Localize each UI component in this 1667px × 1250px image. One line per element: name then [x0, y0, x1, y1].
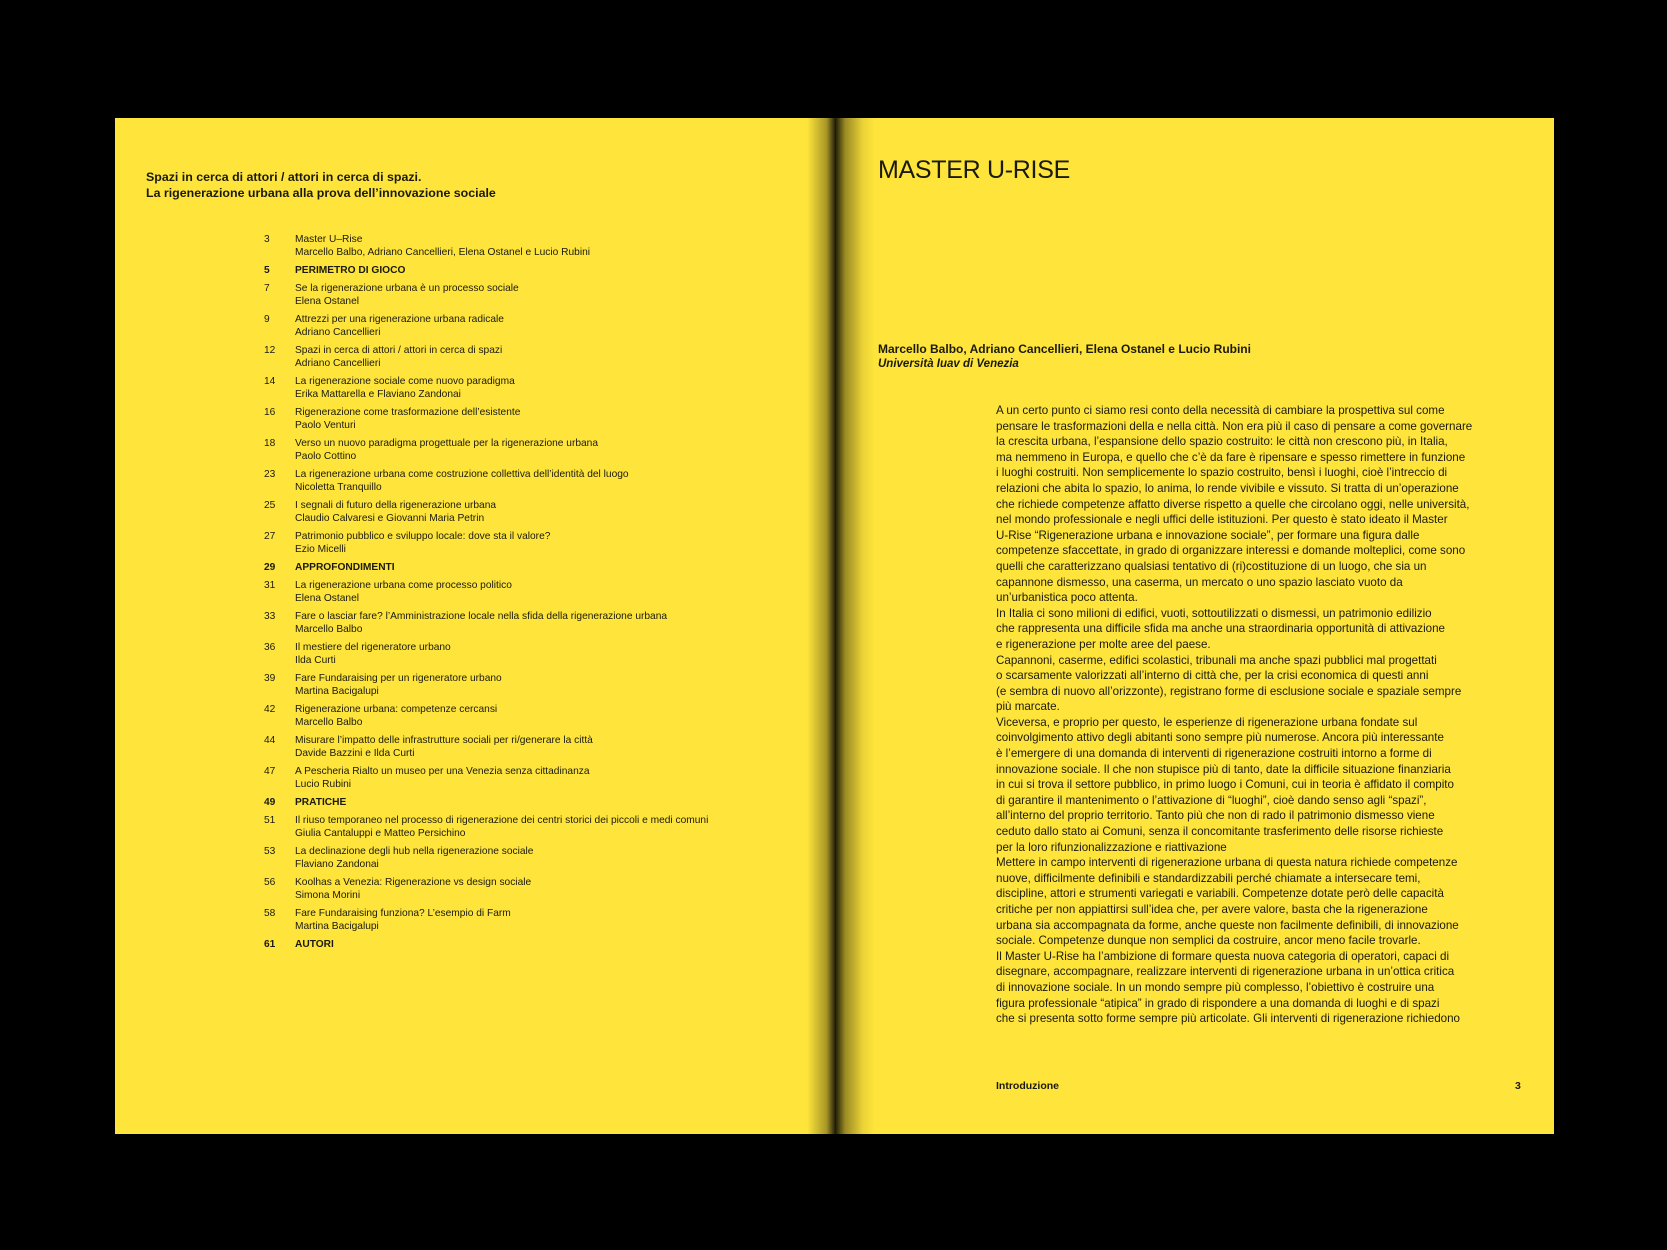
toc-page-number: 3	[264, 234, 270, 245]
toc-page-number: 5	[264, 265, 270, 276]
body-line: che si presenta sotto forme sempre più articolate. Gli interventi di rigenerazione richiedono	[996, 1012, 1460, 1026]
toc-section-heading	[264, 561, 824, 574]
toc-entry	[264, 876, 824, 902]
body-line: A un certo punto ci siamo resi conto della necessità di cambiare la prospettiva sul come	[996, 404, 1445, 417]
body-line: la crescita urbana, l’espansione dello spazio costruito: le città non crescono più, in Italia,	[996, 435, 1448, 449]
body-line: innovazione sociale. Il che non stupisce più di tanto, date la difficile situazione finanziaria	[996, 762, 1451, 776]
toc-entry	[264, 734, 824, 760]
toc-entry	[264, 814, 824, 840]
body-line: figura professionale “atipica” in grado di rispondere a una domanda di luoghi e di spazi	[996, 996, 1440, 1010]
toc-text	[295, 672, 502, 698]
toc-page-number: 33	[264, 611, 276, 622]
toc-text	[295, 437, 598, 463]
body-line: relazioni che abita lo spazio, lo anima, lo rende vivibile e vissuto. Si tratta di un’operazione	[996, 481, 1459, 495]
toc-text	[295, 233, 590, 259]
toc-author: Martina Bacigalupi	[295, 686, 379, 697]
chapter-title: MASTER U-RISE	[878, 156, 1070, 184]
toc-title: Se la rigenerazione urbana è un processo sociale	[295, 283, 519, 294]
toc-page-number: 16	[264, 407, 276, 418]
toc-entry	[264, 530, 824, 556]
body-line: pensare le trasformazioni della e nella città. Non era più il caso di pensare a come governare	[996, 419, 1473, 433]
toc-title: Rigenerazione come trasformazione dell’esistente	[295, 407, 521, 418]
toc-title: La rigenerazione sociale come nuovo paradigma	[295, 376, 515, 387]
toc-text	[295, 938, 334, 951]
toc-title: Verso un nuovo paradigma progettuale per la rigenerazione urbana	[295, 438, 599, 449]
body-line: di garantire il mantenimento o l’attivazione di “luoghi”, cioè dando senso agli “spazi”,	[996, 793, 1427, 807]
toc-author: Giulia Cantaluppi e Matteo Persichino	[295, 828, 466, 839]
body-line: di innovazione sociale. In un mondo sempre più complesso, l’obiettivo è costruire una	[996, 980, 1435, 994]
toc-text	[295, 561, 395, 574]
body-line: capannone dismesso, una caserma, un mercato o uno spazio lasciato vuoto da	[996, 575, 1403, 589]
gutter-shadow	[807, 118, 835, 1134]
body-line: U-Rise “Rigenerazione urbana e innovazione sociale”, per formare una figura dalle	[996, 528, 1420, 542]
table-of-contents	[264, 233, 824, 956]
toc-text	[295, 703, 497, 729]
toc-page-number: 14	[264, 376, 276, 387]
body-line: discipline, attori e strumenti variegati e variabili. Competenze dotate però delle capacità	[996, 887, 1444, 901]
body-line: critiche per non appiattirsi sull’idea che, per avere valore, basta che la rigenerazione	[996, 903, 1428, 916]
toc-text	[295, 907, 511, 933]
toc-page-number: 29	[264, 562, 276, 573]
toc-section-heading	[264, 264, 824, 277]
body-line: i luoghi costruiti. Non semplicemente lo spazio costruito, bensì i luoghi, cioè l’intreccio di	[996, 466, 1448, 480]
toc-page-number: 9	[264, 314, 270, 325]
toc-title: Fare Fundaraising funziona? L’esempio di Farm	[295, 908, 511, 919]
toc-text	[295, 796, 346, 809]
toc-text	[295, 641, 451, 667]
toc-author: Elena Ostanel	[295, 593, 359, 604]
toc-author: Adriano Cancellieri	[295, 358, 381, 369]
toc-entry	[264, 641, 824, 667]
book-title-line: La rigenerazione urbana alla prova dell’innovazione sociale	[146, 185, 496, 200]
body-line: Mettere in campo interventi di rigenerazione urbana di questa natura richiede competenze	[996, 856, 1458, 870]
page-number: 3	[1515, 1080, 1521, 1092]
toc-title: PERIMETRO DI GIOCO	[295, 265, 406, 276]
body-line: disegnare, accompagnare, realizzare interventi di rigenerazione urbana in un’ottica critica	[996, 965, 1455, 979]
toc-text	[295, 468, 629, 494]
toc-text	[295, 264, 405, 277]
toc-author: Lucio Rubini	[295, 779, 352, 790]
toc-entry	[264, 579, 824, 605]
toc-text	[295, 499, 496, 525]
toc-title: Attrezzi per una rigenerazione urbana radicale	[295, 314, 504, 325]
toc-entry	[264, 233, 824, 259]
toc-text	[295, 313, 504, 339]
toc-text	[295, 282, 519, 308]
body-line: nuove, difficilmente definibili e standardizzabili perché chiamate a intersecare temi,	[996, 871, 1421, 885]
toc-author: Davide Bazzini e Ilda Curti	[295, 748, 415, 759]
toc-text	[295, 765, 590, 791]
body-line: (e sembra di nuovo all’orizzonte), registrano forme di esclusione sociale e spaziale sempre	[996, 684, 1462, 698]
toc-text	[295, 734, 593, 760]
toc-title: La rigenerazione urbana come processo politico	[295, 580, 512, 591]
toc-text	[295, 406, 520, 432]
body-line: urbana sia accompagnata da forme, anche queste non facilmente definibili, di innovazione	[996, 918, 1459, 932]
toc-page-number: 51	[264, 815, 276, 826]
toc-author: Nicoletta Tranquillo	[295, 482, 382, 493]
toc-entry	[264, 344, 824, 370]
toc-entry	[264, 313, 824, 339]
toc-text	[295, 530, 550, 556]
body-line: nel mondo professionale e negli uffici delle istituzioni. Per questo è stato ideato il Master	[996, 513, 1448, 527]
book-title-line: Spazi in cerca di attori / attori in cerca di spazi.	[146, 170, 422, 184]
toc-text	[295, 845, 533, 871]
body-line: più marcate.	[996, 700, 1060, 714]
toc-text	[295, 344, 502, 370]
body-text	[996, 403, 1476, 1027]
toc-author: Elena Ostanel	[295, 296, 359, 307]
left-page	[115, 118, 835, 1134]
toc-entry	[264, 907, 824, 933]
running-footer-label: Introduzione	[996, 1080, 1059, 1092]
toc-page-number: 31	[264, 580, 276, 591]
toc-page-number: 27	[264, 531, 276, 542]
toc-page-number: 44	[264, 735, 276, 746]
toc-title: Patrimonio pubblico e sviluppo locale: dove sta il valore?	[295, 531, 551, 542]
toc-author: Adriano Cancellieri	[295, 327, 381, 338]
body-line: per la loro rifunzionalizzazione e riattivazione	[996, 840, 1227, 854]
gutter-shadow	[835, 118, 875, 1134]
toc-page-number: 7	[264, 283, 270, 294]
toc-author: Martina Bacigalupi	[295, 921, 379, 932]
body-line: è l’emergere di una domanda di interventi di rigenerazione costruiti intorno a forme di	[996, 747, 1432, 761]
toc-page-number: 49	[264, 797, 276, 808]
book-title	[146, 170, 496, 201]
toc-page-number: 47	[264, 766, 276, 777]
body-line: e rigenerazione per molte aree del paese.	[996, 637, 1211, 651]
toc-author: Marcello Balbo, Adriano Cancellieri, Elena Ostanel e Lucio Rubini	[295, 247, 591, 258]
body-line: all’interno del proprio territorio. Tanto più che non di rado il patrimonio dismesso viene	[996, 809, 1435, 823]
toc-title: Fare o lasciar fare? l’Amministrazione locale nella sfida della rigenerazione urbana	[295, 611, 668, 622]
toc-title: AUTORI	[295, 939, 334, 950]
toc-entry	[264, 282, 824, 308]
body-line: ma nemmeno in Europa, e quello che c’è da fare è ripensare e spesso rimettere in funzione	[996, 450, 1466, 464]
toc-title: La rigenerazione urbana come costruzione collettiva dell’identità del luogo	[295, 469, 629, 480]
toc-author: Paolo Cottino	[295, 451, 357, 462]
toc-title: Il riuso temporaneo nel processo di rigenerazione dei centri storici dei piccoli e medi comuni	[295, 815, 709, 826]
toc-title: PRATICHE	[295, 797, 347, 808]
toc-author: Marcello Balbo	[295, 717, 363, 728]
toc-author: Marcello Balbo	[295, 624, 363, 635]
body-line: Viceversa, e proprio per questo, le esperienze di rigenerazione urbana fondate sul	[996, 715, 1418, 729]
toc-author: Simona Morini	[295, 890, 361, 901]
toc-entry	[264, 672, 824, 698]
toc-page-number: 18	[264, 438, 276, 449]
toc-entry	[264, 610, 824, 636]
toc-entry	[264, 499, 824, 525]
body-line: sociale. Competenze dunque non semplici da costruire, ancor meno facile trovarle.	[996, 934, 1421, 948]
toc-title: Rigenerazione urbana: competenze cercansi	[295, 704, 498, 715]
toc-author: Ezio Micelli	[295, 544, 346, 555]
toc-author: Ilda Curti	[295, 655, 336, 666]
body-line: che richiede competenze affatto diverse rispetto a quelle che circolano oggi, nelle università,	[996, 497, 1470, 511]
toc-page-number: 12	[264, 345, 276, 356]
body-line: Il Master U-Rise ha l’ambizione di formare questa nuova categoria di operatori, capaci di	[996, 949, 1450, 963]
toc-author: Flaviano Zandonai	[295, 859, 379, 870]
toc-entry	[264, 703, 824, 729]
toc-author: Erika Mattarella e Flaviano Zandonai	[295, 389, 461, 400]
toc-entry	[264, 406, 824, 432]
toc-page-number: 39	[264, 673, 276, 684]
toc-entry	[264, 375, 824, 401]
body-line: o scarsamente valorizzati all’interno di città che, per la crisi economica di questi anni	[996, 669, 1429, 683]
body-line: competenze sfaccettate, in grado di organizzare interessi e domande molteplici, come sono	[996, 544, 1466, 558]
toc-title: Koolhas a Venezia: Rigenerazione vs design sociale	[295, 877, 532, 888]
toc-page-number: 42	[264, 704, 276, 715]
toc-page-number: 61	[264, 939, 276, 950]
body-line: quelli che caratterizzano qualsiasi tentativo di (ri)costituzione di un luogo, che sia un	[996, 559, 1427, 573]
toc-title: I segnali di futuro della rigenerazione urbana	[295, 500, 497, 511]
body-line: In Italia ci sono milioni di edifici, vuoti, sottoutilizzati o dismessi, un patrimonio edilizio	[996, 606, 1432, 620]
toc-section-heading	[264, 938, 824, 951]
toc-section-heading	[264, 796, 824, 809]
toc-text	[295, 610, 667, 636]
toc-page-number: 25	[264, 500, 276, 511]
toc-text	[295, 876, 531, 902]
toc-entry	[264, 765, 824, 791]
body-line: ceduto dallo stato ai Comuni, senza il concomitante trasferimento delle risorse richieste	[996, 825, 1444, 839]
toc-text	[295, 579, 512, 605]
toc-author: Paolo Venturi	[295, 420, 356, 431]
chapter-authors: Marcello Balbo, Adriano Cancellieri, Elena Ostanel e Lucio Rubini	[878, 342, 1251, 356]
body-line: Capannoni, caserme, edifici scolastici, tribunali ma anche spazi pubblici mal progettati	[996, 653, 1437, 667]
toc-title: A Pescheria Rialto un museo per una Venezia senza cittadinanza	[295, 766, 590, 777]
toc-page-number: 23	[264, 469, 276, 480]
toc-title: Il mestiere del rigeneratore urbano	[295, 642, 451, 653]
body-line: coinvolgimento attivo degli abitanti sono sempre più numerose. Ancora più interessante	[996, 731, 1444, 745]
toc-text	[295, 375, 515, 401]
right-page	[835, 118, 1554, 1134]
author-affiliation: Università Iuav di Venezia	[878, 358, 1019, 370]
toc-page-number: 36	[264, 642, 276, 653]
toc-title: Master U–Rise	[295, 234, 363, 245]
toc-page-number: 53	[264, 846, 276, 857]
toc-page-number: 58	[264, 908, 276, 919]
body-line: un’urbanistica poco attenta.	[996, 591, 1138, 605]
toc-author: Claudio Calvaresi e Giovanni Maria Petrin	[295, 513, 485, 524]
toc-title: La declinazione degli hub nella rigenerazione sociale	[295, 846, 534, 857]
toc-text	[295, 814, 708, 840]
toc-title: Spazi in cerca di attori / attori in cerca di spazi	[295, 345, 503, 356]
toc-page-number: 56	[264, 877, 276, 888]
toc-entry	[264, 845, 824, 871]
body-line: in cui si trova il settore pubblico, in primo luogo i Comuni, cui in teoria è affidato il compito	[996, 778, 1454, 792]
toc-title: APPROFONDIMENTI	[295, 562, 395, 573]
toc-title: Misurare l’impatto delle infrastrutture sociali per ri/generare la città	[295, 735, 593, 746]
toc-title: Fare Fundaraising per un rigeneratore urbano	[295, 673, 502, 684]
body-line: che rappresenta una difficile sfida ma anche una straordinaria opportunità di attivazione	[996, 622, 1446, 636]
toc-entry	[264, 468, 824, 494]
toc-entry	[264, 437, 824, 463]
